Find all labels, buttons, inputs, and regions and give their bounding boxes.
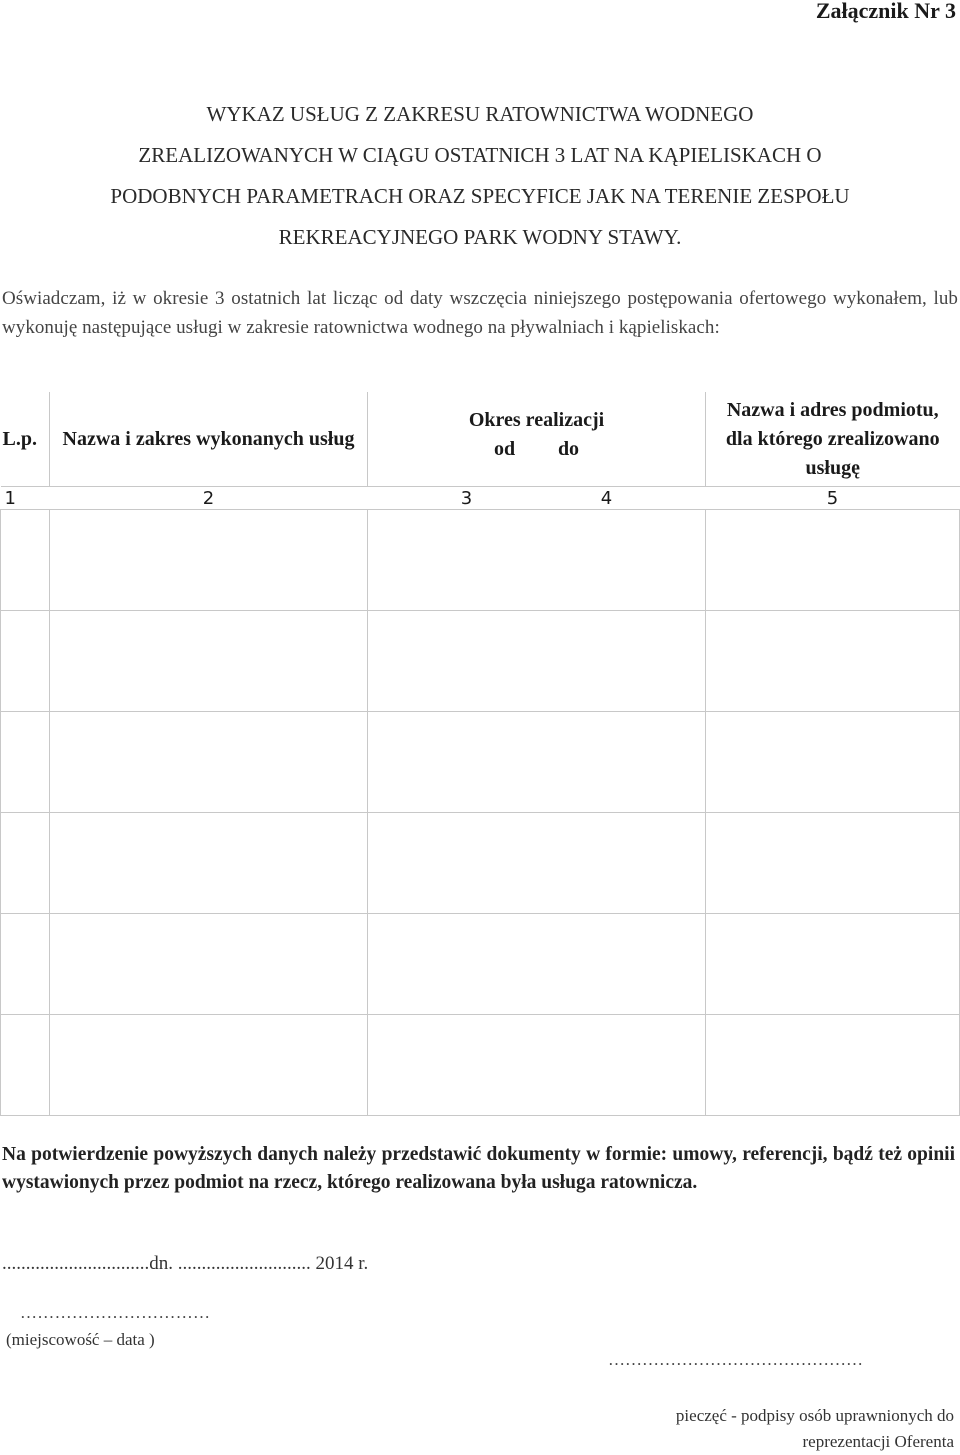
table-cell[interactable] <box>1 712 50 813</box>
header-period <box>368 392 706 487</box>
table-row <box>1 1015 960 1116</box>
table-cell[interactable] <box>706 1015 960 1116</box>
table-cell[interactable] <box>50 1015 368 1116</box>
header-entity-label: Nazwa i adres podmiotu, dla którego zrealizowano usługę <box>725 398 940 479</box>
table-cell[interactable] <box>368 611 706 712</box>
table-cell[interactable] <box>50 510 368 611</box>
table-row <box>1 611 960 712</box>
table-cell[interactable] <box>706 914 960 1015</box>
column-number <box>368 487 706 510</box>
title-line: PODOBNYCH PARAMETRACH ORAZ SPECYFICE JAK NA TERENIE ZESPOŁU <box>110 184 850 208</box>
signature-label: pieczęć - podpisy osób uprawnionych do reprezentacji Oferenta <box>675 1406 954 1451</box>
table-cell[interactable] <box>1 813 50 914</box>
table-row <box>1 712 960 813</box>
table-cell[interactable] <box>706 611 960 712</box>
table-cell[interactable] <box>368 813 706 914</box>
column-number-4: 4 <box>600 487 613 509</box>
table-cell[interactable] <box>50 712 368 813</box>
title-line: ZREALIZOWANYCH W CIĄGU OSTATNICH 3 LAT NA KĄPIELISKACH O <box>138 143 822 167</box>
table-cell[interactable] <box>50 813 368 914</box>
table-header-row <box>1 392 960 487</box>
place-date-dots: …………………………… <box>20 1303 211 1322</box>
table-row <box>1 813 960 914</box>
table-cell[interactable] <box>706 712 960 813</box>
column-number: 1 <box>1 487 50 510</box>
place-date-label: (miejscowość – data ) <box>6 1330 155 1349</box>
header-period-label: Okres realizacji <box>468 409 605 431</box>
header-period-from: od <box>493 438 516 460</box>
documents-note: Na potwierdzenie powyższych danych należy przedstawić dokumenty w formie: umowy, referencji, bądź też opinii wystawionych przez podmiot na rzecz, którego realizowana była usługa ratownicza. <box>2 1144 955 1193</box>
column-number: 2 <box>50 487 368 510</box>
table-row <box>1 510 960 611</box>
annex-label: Załącznik Nr 3 <box>815 0 956 23</box>
table-cell[interactable] <box>368 914 706 1015</box>
header-lp: L.p. <box>1 392 50 487</box>
table-row <box>1 914 960 1015</box>
header-period-range <box>368 435 705 464</box>
table-cell[interactable] <box>50 914 368 1015</box>
table-cell[interactable] <box>368 510 706 611</box>
header-service-label: Nazwa i zakres wykonanych usług <box>62 427 355 450</box>
services-table <box>0 392 960 1116</box>
declaration-paragraph: Oświadczam, iż w okresie 3 ostatnich lat licząc od daty wszczęcia niniejszego postępowania ofertowego wykonałem, lub wykonuję następujące usługi w zakresie ratownictwa wodnego na pływalniach i kąpieliskach: <box>2 288 958 338</box>
document-title <box>0 94 960 258</box>
title-line: REKREACYJNEGO PARK WODNY STAWY. <box>278 225 682 249</box>
title-line: WYKAZ USŁUG Z ZAKRESU RATOWNICTWA WODNEGO <box>206 102 754 126</box>
header-entity <box>706 392 960 487</box>
signature-dots: ……………………………………… <box>608 1350 863 1369</box>
header-service <box>50 392 368 487</box>
column-number-3: 3 <box>460 487 473 509</box>
header-period-to: do <box>557 438 580 460</box>
date-line: ...............................dn. ............................ 2014 r. <box>2 1253 369 1274</box>
table-cell[interactable] <box>368 712 706 813</box>
table-cell[interactable] <box>368 1015 706 1116</box>
table-cell[interactable] <box>50 611 368 712</box>
table-cell[interactable] <box>1 510 50 611</box>
table-cell[interactable] <box>1 1015 50 1116</box>
table-cell[interactable] <box>1 914 50 1015</box>
column-number-row <box>1 487 960 510</box>
table-cell[interactable] <box>706 813 960 914</box>
column-number: 5 <box>706 487 960 510</box>
table-cell[interactable] <box>706 510 960 611</box>
table-cell[interactable] <box>1 611 50 712</box>
